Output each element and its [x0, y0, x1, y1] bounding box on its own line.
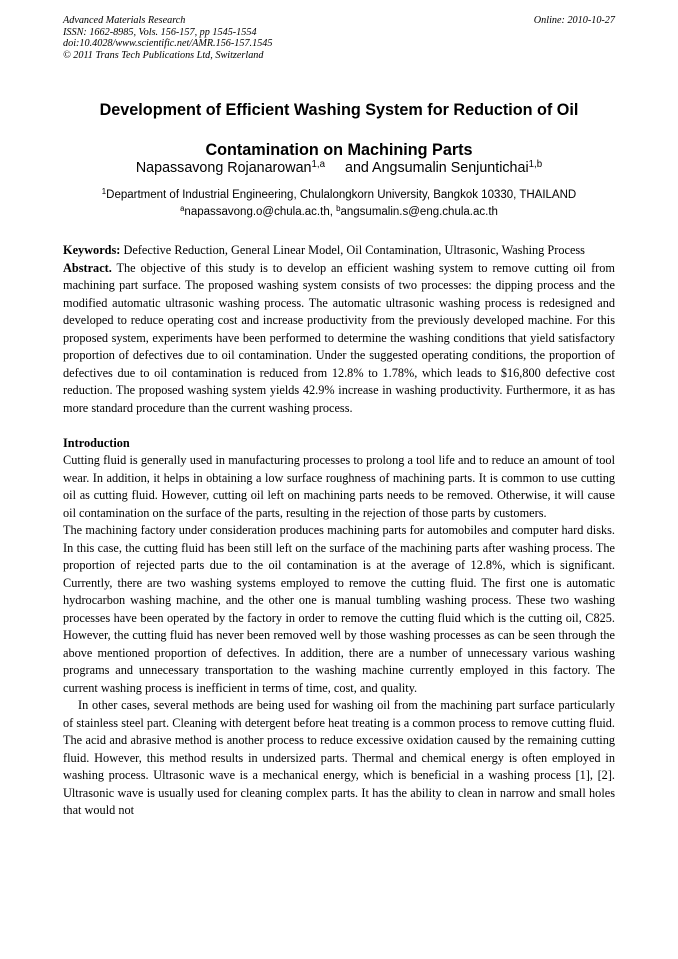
online-date: Online: 2010-10-27	[533, 15, 615, 26]
issn-line: ISSN: 1662-8985, Vols. 156-157, pp 1545-1554	[63, 26, 257, 38]
author-list	[63, 158, 615, 178]
journal-header	[63, 15, 615, 61]
introduction-paragraph-2: The machining factory under consideration produces machining parts for automobiles and computer hard disks. In this case, the cutting fluid has been still left on the surface of the machining parts after washing process. The proportion of rejected parts due to the oil contamination is at the average of 12.8%, which is significant. Currently, there are two washing systems employed to remove the cutting fluid. The first one is automatic hydrocarbon washing machine, and the other one is manual tumbling washing process. These two washing processes have been operated by the factory in order to remove the cutting fluid which is the cutting oil, C825. However, the cutting fluid has never been removed well by those washing processes as can be seen through the above mentioned proportion of defectives. In addition, there are a number of unnecessary various washing programs and unnecessary transportation to the washing machine currently employed in this factory. The current washing process is inefficient in terms of time, cost, and quality.	[63, 523, 615, 695]
doi-line: doi:10.4028/www.scientific.net/AMR.156-157.1545	[63, 38, 273, 50]
author-1-name: Napassavong Rojanarowan	[135, 160, 312, 176]
keywords-text: Defective Reduction, General Linear Model, Oil Contamination, Ultrasonic, Washing Process	[120, 243, 585, 257]
email-a-superscript: a	[180, 204, 185, 214]
introduction-heading: Introduction	[63, 435, 130, 450]
keywords-label: Keywords:	[63, 243, 121, 257]
paper-body	[63, 242, 615, 820]
keywords-paragraph	[63, 242, 615, 260]
abstract-paragraph	[63, 260, 615, 418]
email-b: angsumalin.s@eng.chula.ac.th	[340, 206, 498, 218]
affiliation-block	[63, 187, 615, 221]
affiliation-line	[63, 187, 615, 204]
introduction-paragraph-3: In other cases, several methods are being used for washing oil from the machining part surface particularly of stainless steel part. Cleaning with detergent before heat treating is a common process to remove cutting fluid. The acid and abrasive method is another process to reduce excessive oxidation caused by the remaining cutting fluid. However, this method results in undersized parts. Thermal and chemical energy is often employed in washing process. Ultrasonic wave is a mechanical energy, which is beneficial in a washing process [1], [2]. Ultrasonic wave is usually used for cleaning complex parts. It has the ability to clean in narrow and small holes that would not	[63, 698, 615, 817]
author-2-superscript: 1,b	[528, 159, 543, 171]
title-line-1: Development of Efficient Washing System for Reduction of Oil	[99, 101, 579, 119]
journal-name: Advanced Materials Research	[63, 15, 186, 26]
abstract-label: Abstract.	[63, 260, 112, 275]
author-2-name: and Angsumalin Senjuntichai	[345, 160, 529, 176]
title-line-2: Contamination on Machining Parts	[205, 141, 473, 159]
introduction-paragraph-1: Cutting fluid is generally used in manufacturing processes to prolong a tool life and to reduce an amount of tool wear. In addition, it helps in obtaining a low surface roughness of machining parts. It is common to use cutting oil as cutting fluid. However, cutting oil left on machining parts needs to be removed. Otherwise, it will cause oil contamination on the surface of the parts, resulting in the rejection of those parts by customers.	[63, 453, 615, 520]
abstract-text: The objective of this study is to develop an efficient washing system to remove cutting oil from machining part surface. The proposed washing system consists of two processes: the dipping process and the modified automatic ultrasonic washing process. The automatic ultrasonic washing process is redesigned and developed to reduce operating cost and increase productivity from the previously developed machine. For this proposed system, experiments have been performed to determine the washing conditions that yield satisfactory proportion of defectives due to oil contamination. Under the suggested operating conditions, the proportion of defectives due to oil contamination is reduced from 12.8% to 1.78%, which leads to $16,800 defective cost reduction. The proposed washing system yields 42.9% increase in washing productivity. Furthermore, it as has more standard procedure than the current washing process.	[63, 260, 615, 415]
email-line	[63, 204, 615, 221]
copyright-line: © 2011 Trans Tech Publications Ltd, Switzerland	[63, 49, 264, 61]
email-b-superscript: b	[336, 204, 341, 214]
author-1-superscript: 1,a	[311, 159, 326, 171]
affiliation-superscript: 1	[101, 187, 107, 197]
email-a: napassavong.o@chula.ac.th,	[184, 206, 337, 218]
affiliation-text: Department of Industrial Engineering, Chulalongkorn University, Bangkok 10330, THAILAND	[106, 189, 577, 201]
